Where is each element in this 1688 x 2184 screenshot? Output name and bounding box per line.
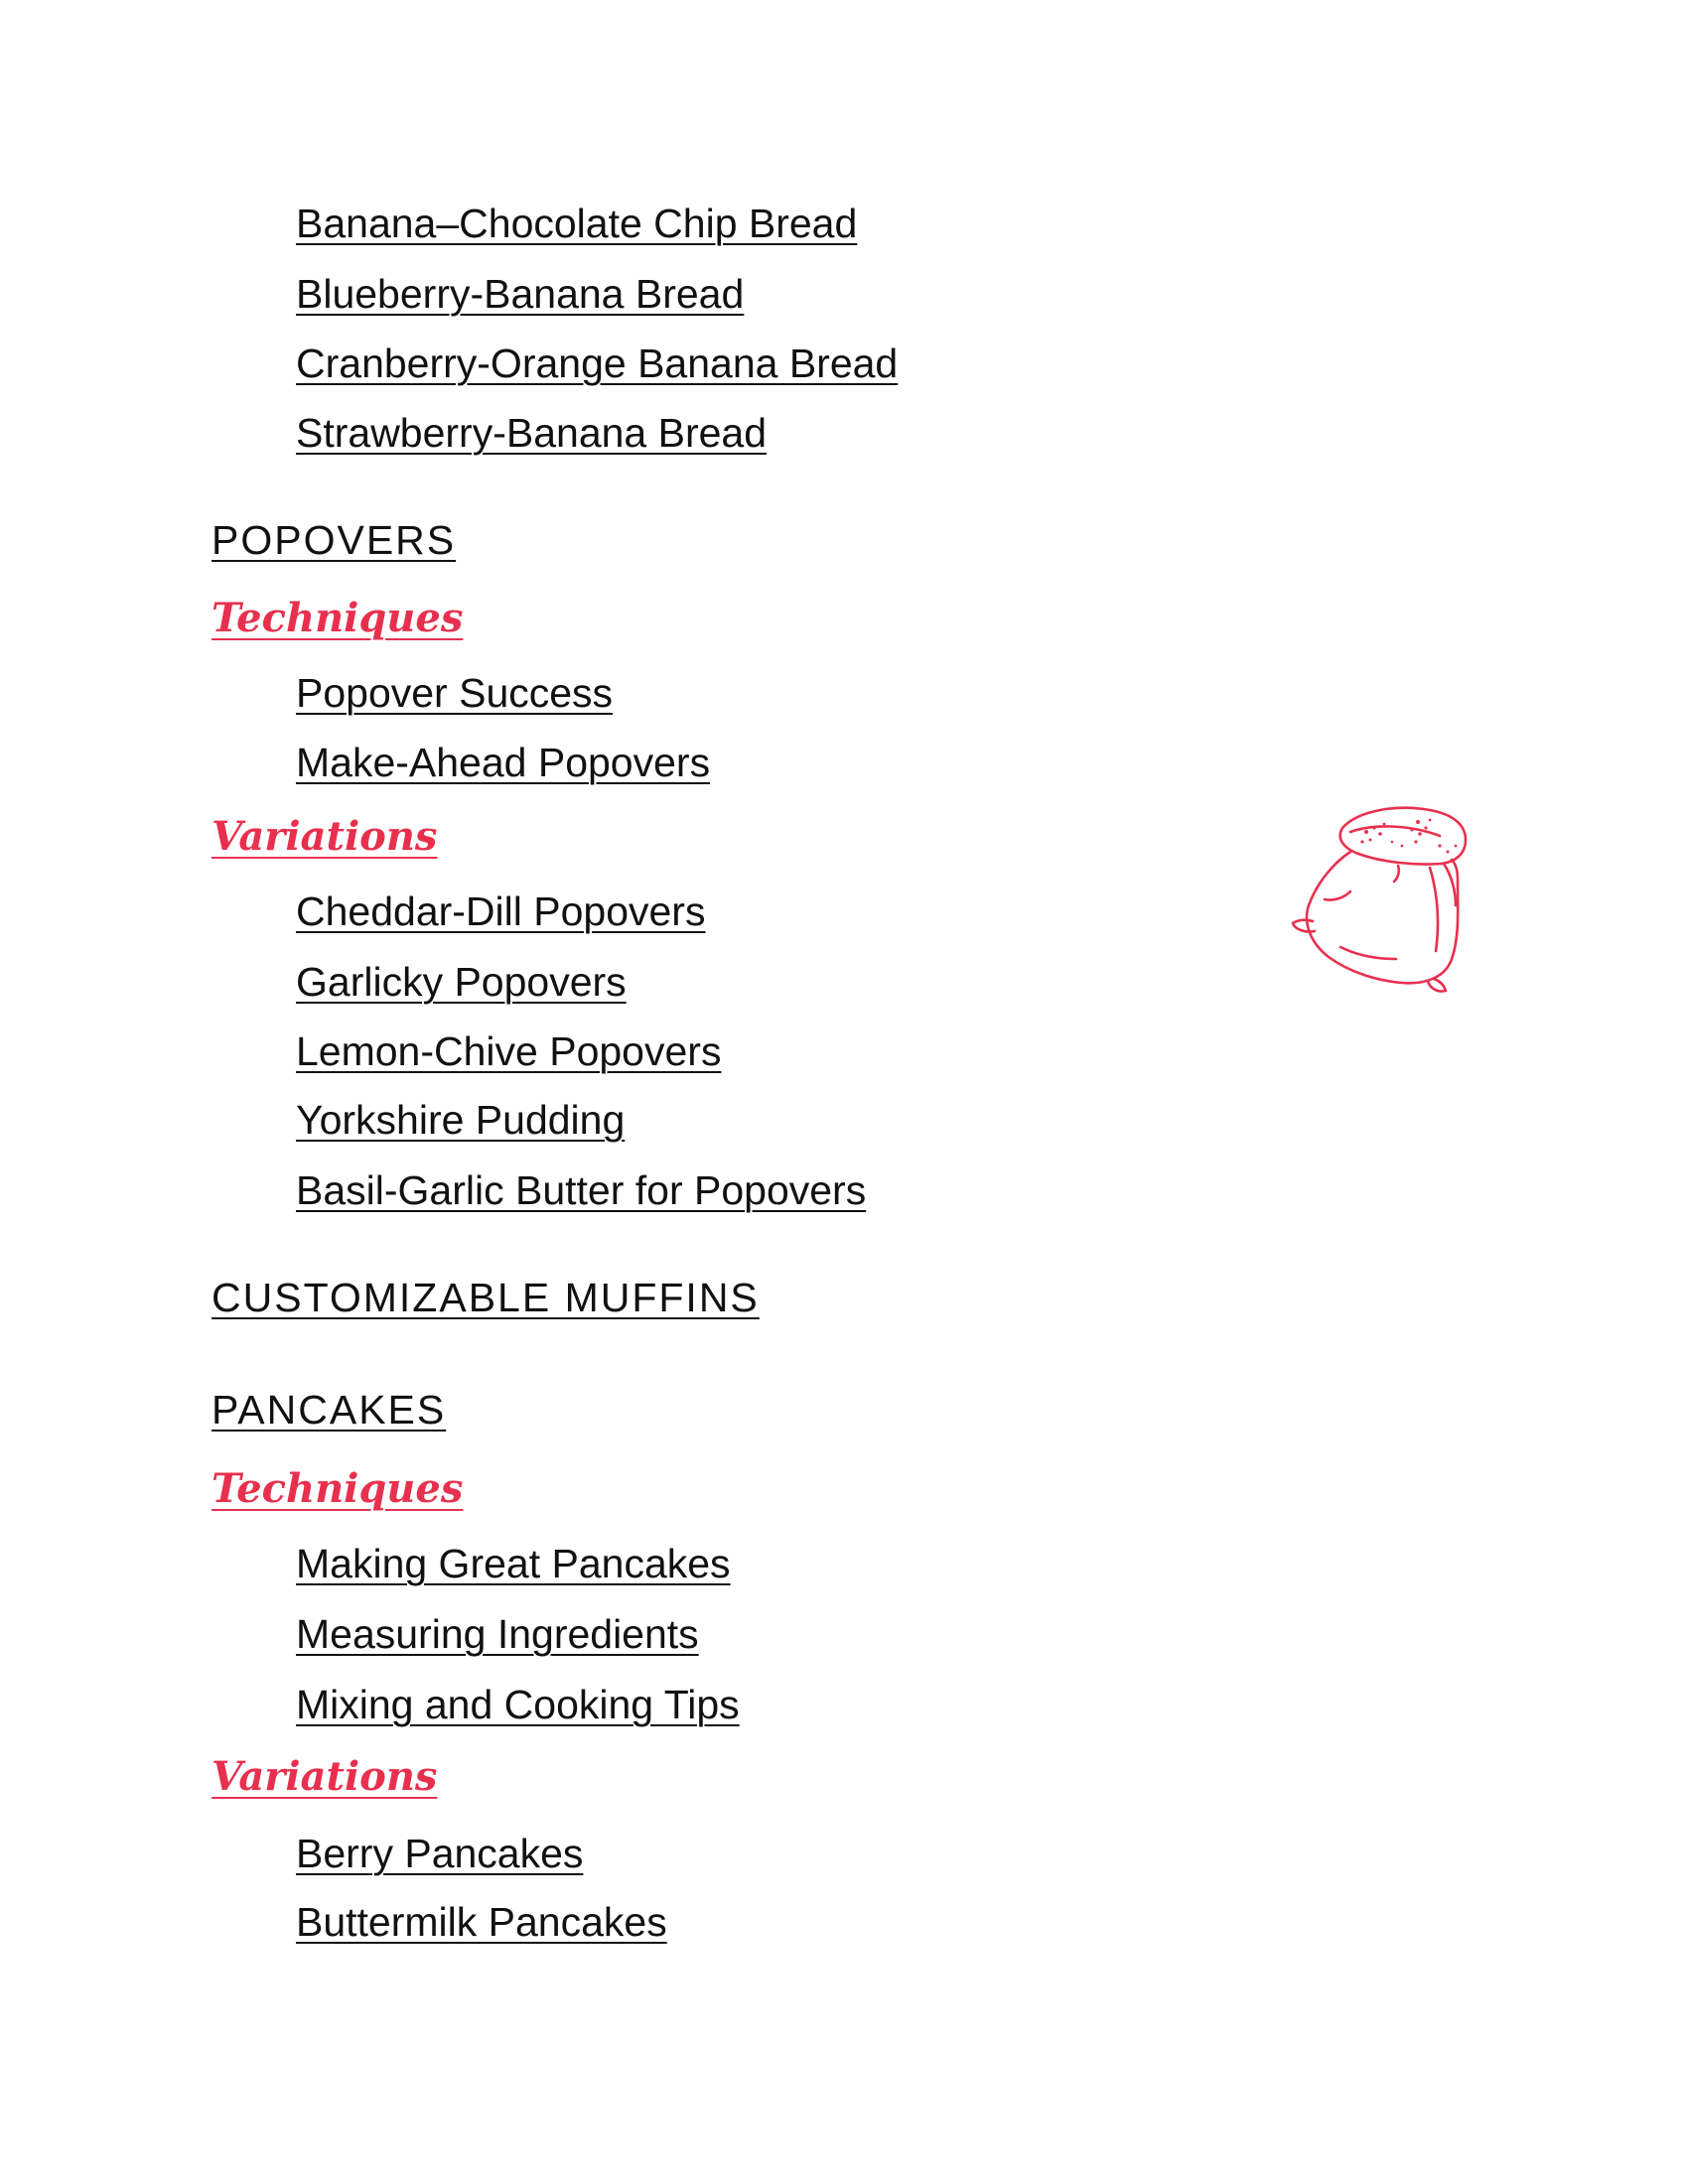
flour-sack-icon xyxy=(1281,802,1479,996)
toc-link[interactable]: Measuring Ingredients xyxy=(296,1611,699,1657)
toc-link[interactable]: Basil-Garlic Butter for Popovers xyxy=(296,1167,867,1213)
subhead-link[interactable]: Techniques xyxy=(211,1465,464,1512)
subhead-link[interactable]: Variations xyxy=(211,1753,438,1800)
toc-item-making-great-pancakes xyxy=(296,1539,731,1588)
toc-item-make-ahead-popovers xyxy=(296,738,710,787)
toc-link[interactable]: Cranberry-Orange Banana Bread xyxy=(296,341,899,386)
section-customizable-muffins xyxy=(211,1273,760,1322)
toc-item-blueberry-banana-bread xyxy=(296,269,744,319)
section-link[interactable]: CUSTOMIZABLE MUFFINS xyxy=(211,1275,760,1320)
toc-link[interactable]: Blueberry-Banana Bread xyxy=(296,271,745,317)
toc-item-lemon-chive-popovers xyxy=(296,1026,721,1076)
toc-link[interactable]: Berry Pancakes xyxy=(296,1831,584,1876)
toc-link[interactable]: Make-Ahead Popovers xyxy=(296,740,711,785)
section-link[interactable]: POPOVERS xyxy=(211,517,457,563)
toc-link[interactable]: Garlicky Popovers xyxy=(296,959,627,1005)
subhead-popovers-techniques xyxy=(211,594,463,643)
toc-item-strawberry-banana-bread xyxy=(296,408,767,458)
toc-link[interactable]: Banana–Chocolate Chip Bread xyxy=(296,201,858,246)
toc-item-basil-garlic-butter xyxy=(296,1165,866,1215)
section-link[interactable]: PANCAKES xyxy=(211,1387,447,1433)
subhead-link[interactable]: Variations xyxy=(211,813,438,860)
toc-link[interactable]: Mixing and Cooking Tips xyxy=(296,1682,740,1727)
toc-item-measuring-ingredients xyxy=(296,1609,699,1659)
toc-link[interactable]: Yorkshire Pudding xyxy=(296,1097,626,1143)
toc-item-popover-success xyxy=(296,668,613,718)
toc-item-cheddar-dill-popovers xyxy=(296,887,705,936)
toc-link[interactable]: Lemon-Chive Popovers xyxy=(296,1028,722,1074)
toc-item-banana-chocolate-chip-bread xyxy=(296,199,857,248)
subhead-link[interactable]: Techniques xyxy=(211,595,464,641)
toc-item-berry-pancakes xyxy=(296,1829,583,1878)
subhead-popovers-variations xyxy=(211,812,437,862)
section-pancakes xyxy=(211,1385,446,1434)
subhead-pancakes-techniques xyxy=(211,1464,463,1514)
toc-item-buttermilk-pancakes xyxy=(296,1897,667,1947)
toc-link[interactable]: Buttermilk Pancakes xyxy=(296,1899,667,1945)
subhead-pancakes-variations xyxy=(211,1752,437,1802)
toc-item-garlicky-popovers xyxy=(296,957,627,1007)
toc-item-yorkshire-pudding xyxy=(296,1095,625,1145)
section-popovers xyxy=(211,515,456,565)
toc-item-mixing-and-cooking-tips xyxy=(296,1680,740,1729)
toc-link[interactable]: Making Great Pancakes xyxy=(296,1541,731,1586)
toc-link[interactable]: Popover Success xyxy=(296,670,614,716)
toc-link[interactable]: Strawberry-Banana Bread xyxy=(296,410,768,456)
toc-link[interactable]: Cheddar-Dill Popovers xyxy=(296,888,706,934)
toc-item-cranberry-orange-banana-bread xyxy=(296,339,898,388)
